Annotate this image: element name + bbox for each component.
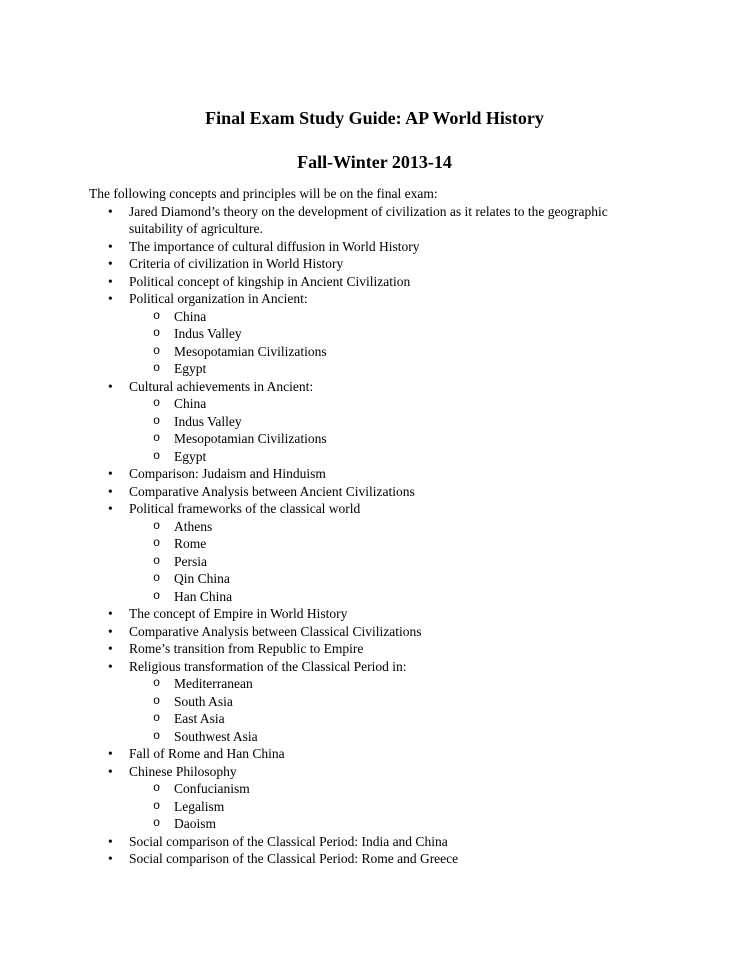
list-item (89, 238, 660, 256)
list-item-text: Athens (174, 518, 213, 534)
list-item-text: Comparative Analysis between Classical Civilizations (129, 623, 422, 639)
list-item (89, 465, 660, 483)
list-item-text: Egypt (174, 361, 207, 376)
list-item (89, 360, 660, 378)
list-item-text: Persia (174, 553, 207, 569)
bullet-icon: • (108, 238, 113, 254)
circle-bullet-icon: o (153, 728, 161, 743)
bullet-icon: • (108, 378, 113, 394)
list-item (89, 203, 660, 238)
bullet-icon: • (108, 483, 113, 499)
circle-bullet-icon: o (153, 588, 161, 603)
circle-bullet-icon: o (153, 343, 161, 358)
bullet-icon: • (108, 746, 113, 761)
circle-bullet-icon: o (153, 676, 161, 690)
list-item-text: Mediterranean (174, 676, 253, 691)
list-item (89, 378, 660, 396)
list-item (89, 833, 660, 851)
list-item (89, 448, 660, 466)
bullet-icon: • (108, 291, 113, 306)
list-item-text: Rome (174, 536, 207, 551)
list-item-text: East Asia (174, 711, 225, 726)
list-item (89, 570, 660, 588)
list-item (89, 535, 660, 553)
circle-bullet-icon: o (153, 361, 161, 375)
list-item-text: Confucianism (174, 781, 250, 796)
list-item-text: China (174, 308, 207, 324)
list-item (89, 273, 660, 291)
list-item-text: Comparative Analysis between Ancient Civilizations (129, 483, 415, 499)
list-item-text: Qin China (174, 571, 230, 586)
list-item (89, 255, 660, 273)
list-item-text: Political concept of kingship in Ancient Civilization (129, 273, 411, 289)
circle-bullet-icon: o (153, 553, 161, 568)
list-item (89, 588, 660, 606)
circle-bullet-icon: o (153, 816, 161, 830)
list-item (89, 518, 660, 536)
list-item (89, 728, 660, 746)
bullet-icon: • (108, 851, 113, 866)
bullet-icon: • (108, 658, 113, 674)
document-title: Final Exam Study Guide: AP World History (205, 108, 544, 128)
list-item-text: Political organization in Ancient: (129, 291, 308, 306)
bullet-icon: • (108, 273, 113, 289)
list-item (89, 325, 660, 343)
circle-bullet-icon: o (153, 326, 161, 340)
list-item-text: Social comparison of the Classical Period: India and China (129, 833, 448, 849)
list-item (89, 780, 660, 798)
list-item (89, 395, 660, 413)
list-item-text: Religious transformation of the Classical Period in: (129, 658, 407, 674)
list-item (89, 710, 660, 728)
document-subtitle: Fall-Winter 2013-14 (297, 152, 452, 172)
bullet-icon: • (108, 256, 113, 271)
list-item (89, 623, 660, 641)
circle-bullet-icon: o (153, 571, 161, 585)
bullet-icon: • (108, 641, 113, 656)
list-item (89, 605, 660, 623)
list-item (89, 815, 660, 833)
list-item-text: Fall of Rome and Han China (129, 746, 285, 761)
list-item (89, 290, 660, 308)
list-item (89, 553, 660, 571)
list-item (89, 798, 660, 816)
list-item-text: Indus Valley (174, 326, 242, 341)
circle-bullet-icon: o (153, 711, 161, 725)
list-item (89, 850, 660, 868)
list-item-text: Jared Diamond’s theory on the development of civilization as it relates to the geographic suitability of agriculture. (129, 203, 608, 236)
circle-bullet-icon: o (153, 448, 161, 463)
circle-bullet-icon: o (153, 798, 161, 813)
circle-bullet-icon: o (153, 518, 161, 533)
intro-text: The following concepts and principles will be on the final exam: (89, 186, 438, 201)
list-item-text: Criteria of civilization in World History (129, 256, 344, 271)
circle-bullet-icon: o (153, 396, 161, 410)
list-item-text: Daoism (174, 816, 216, 831)
list-item (89, 693, 660, 711)
list-item-text: Chinese Philosophy (129, 763, 237, 779)
list-item-text: Southwest Asia (174, 728, 258, 744)
bullet-icon: • (108, 763, 113, 779)
list-item-text: Legalism (174, 798, 225, 814)
circle-bullet-icon: o (153, 693, 161, 708)
list-item-text: Cultural achievements in Ancient: (129, 378, 314, 394)
bullet-icon: • (108, 501, 113, 516)
bullet-icon: • (108, 466, 113, 481)
bullet-icon: • (108, 623, 113, 639)
list-item (89, 308, 660, 326)
list-item-text: The importance of cultural diffusion in World History (129, 238, 420, 254)
list-item-text: Mesopotamian Civilizations (174, 343, 327, 359)
list-item (89, 640, 660, 658)
list-item-text: Political frameworks of the classical world (129, 501, 361, 516)
list-item-text: Indus Valley (174, 413, 242, 429)
bullet-icon: • (108, 203, 113, 219)
list-item-text: Social comparison of the Classical Period: Rome and Greece (129, 851, 459, 866)
circle-bullet-icon: o (153, 308, 161, 323)
circle-bullet-icon: o (153, 431, 161, 445)
list-item (89, 343, 660, 361)
list-item-text: Rome’s transition from Republic to Empire (129, 641, 364, 656)
list-item (89, 763, 660, 781)
concepts-list (89, 203, 660, 868)
circle-bullet-icon: o (153, 413, 161, 428)
list-item-text: The concept of Empire in World History (129, 606, 348, 621)
list-item (89, 658, 660, 676)
bullet-icon: • (108, 833, 113, 849)
list-item (89, 413, 660, 431)
list-item (89, 500, 660, 518)
list-item-text: South Asia (174, 693, 233, 709)
list-item-text: Han China (174, 588, 233, 604)
list-item-text: China (174, 396, 207, 411)
list-item (89, 483, 660, 501)
list-item-text: Mesopotamian Civilizations (174, 431, 327, 446)
list-item (89, 675, 660, 693)
list-item (89, 430, 660, 448)
list-item-text: Comparison: Judaism and Hinduism (129, 466, 326, 481)
list-item (89, 745, 660, 763)
circle-bullet-icon: o (153, 781, 161, 795)
bullet-icon: • (108, 606, 113, 621)
circle-bullet-icon: o (153, 536, 161, 550)
list-item-text: Egypt (174, 448, 207, 464)
